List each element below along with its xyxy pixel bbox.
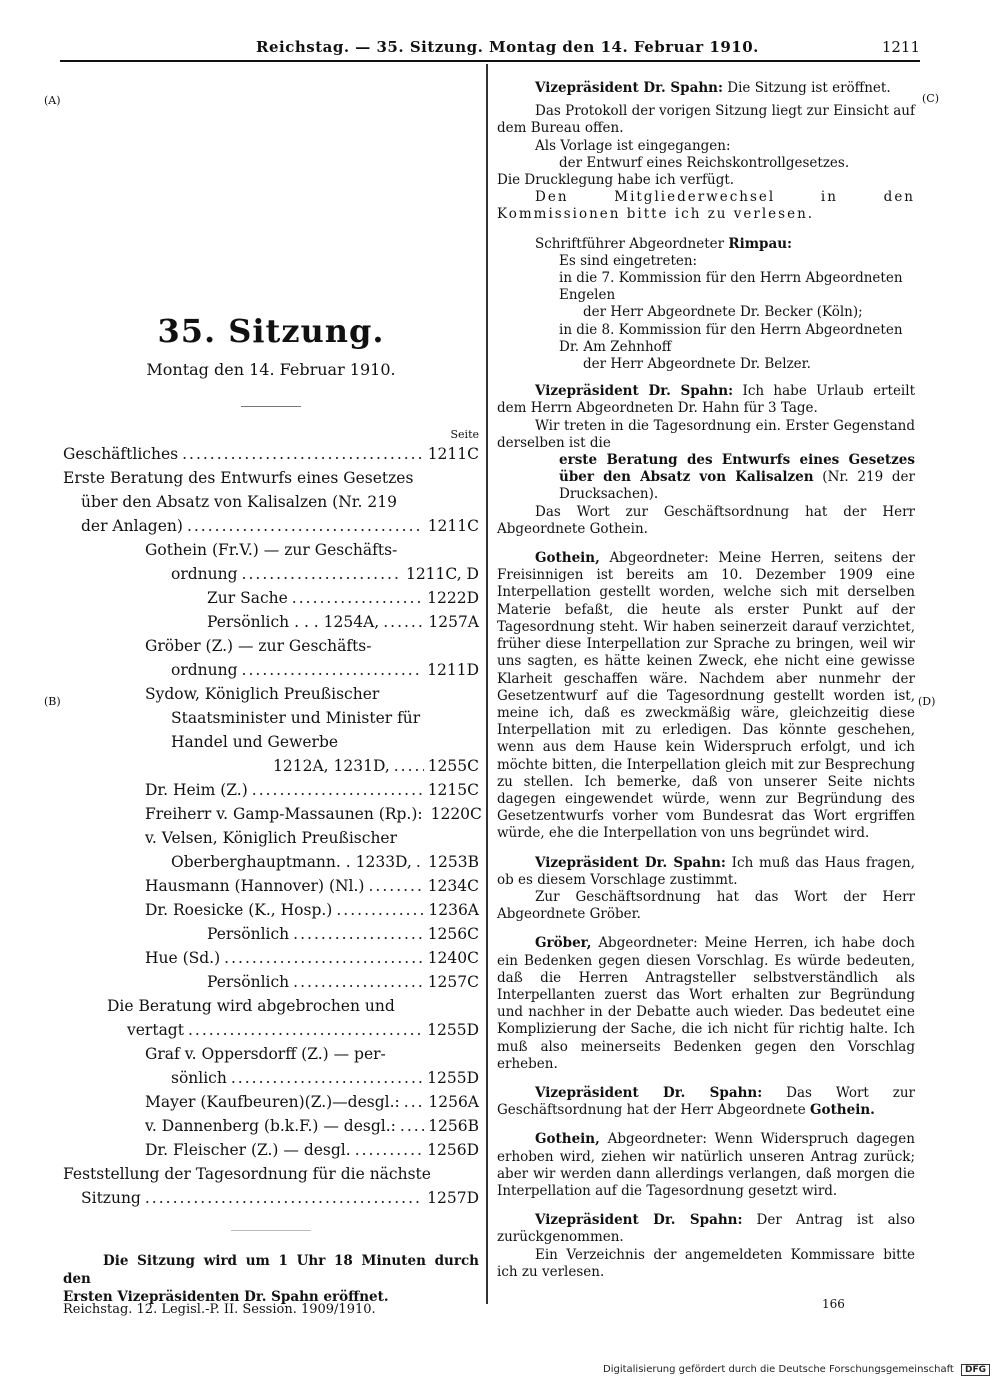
speaker: Vizepräsident Dr. Spahn: [535,80,723,96]
toc-entry-text: der Anlagen) [81,517,183,535]
opening-line-2: Ersten Vizepräsidenten Dr. Spahn eröffnet. [63,1289,389,1305]
toc-entry-text: Persönlich [207,925,290,943]
toc-row [63,874,479,898]
toc-row [63,562,479,586]
toc-row [63,466,479,490]
toc-leader-dots [336,898,424,922]
toc-row [63,898,479,922]
toc-leader-dots [187,514,424,538]
toc-entry-text: über den Absatz von Kalisalzen (Nr. 219 [81,493,397,511]
paragraph [497,189,915,223]
toc-leader-dots [145,1186,423,1210]
paragraph [497,80,915,97]
toc-leader-dots [242,658,424,682]
speech-text: Ich habe Urlaub erteilt dem Herrn Abgeordneten Dr. Hahn für 3 Tage. [497,383,915,417]
paragraph: Ein Verzeichnis der angemeldeten Kommissare bitte ich zu verlesen. [497,1246,915,1280]
paragraph [497,1085,915,1119]
toc-page-ref: 1211C [427,517,479,535]
toc-row [63,826,479,850]
toc-page-ref: 1234C [427,877,479,895]
session-date: Montag den 14. Februar 1910. [146,360,396,379]
toc-row [63,634,479,658]
toc-row [63,490,479,514]
speaker: Gothein, [535,550,600,567]
speech-text: Der Antrag ist also zurückgenommen. [497,1212,916,1246]
toc-leader-dots [404,1090,425,1114]
title-rule [241,406,301,407]
paragraph [497,935,915,1073]
member-changes [497,253,915,373]
toc-page-ref: 1222D [427,589,479,607]
toc-row [63,946,479,970]
opening-note [63,1252,479,1306]
opening-line-1: Die Sitzung wird um 1 Uhr 18 Minuten durch den [63,1253,479,1287]
toc-entry-text: Oberberghauptmann. . 1233D, [171,853,412,871]
toc-page-ref: 1257D [427,1189,479,1207]
running-header [60,38,920,62]
toc-leader-dots [394,754,424,778]
margin-marker-b: (B) [44,695,61,708]
speech-text: (Nr. 219 der Drucksachen). [559,469,915,503]
toc-entry-text: v. Velsen, Königlich Preußischer [145,829,398,847]
paragraph [497,1212,915,1246]
margin-marker-d: (D) [918,695,936,708]
toc-entry-text: Persönlich . . . 1254A, [207,613,380,631]
list-item: in die 7. Kommission für den Herrn Abgeordneten Engelen [559,270,903,304]
toc-page-ref: 1257C [427,973,479,991]
toc-leader-dots [400,1114,424,1138]
toc-entry-text: Sydow, Königlich Preußischer [145,685,380,703]
toc-page-ref: 1220C [430,805,482,823]
list-item: in die 8. Kommission für den Herrn Abgeordneten Dr. Am Zehnhoff [559,321,903,355]
speech-text: Den Mitgliederwechsel in den Kommissionen bitte ich zu verlesen. [497,189,915,223]
paragraph [497,1131,915,1200]
paragraph: Das Wort zur Geschäftsordnung hat der Herr Abgeordnete Gothein. [497,503,915,537]
paragraph: der Entwurf eines Reichskontrollgesetzes. [559,154,850,171]
toc-page-ref: 1256A [428,1093,479,1111]
toc-entry-text: Feststellung der Tagesordnung für die nächste [63,1165,431,1183]
paragraph [497,855,915,889]
paragraph [497,550,915,842]
toc-entry-text: 1212A, 1231D, [273,757,390,775]
speaker-name: Gothein. [810,1102,875,1119]
list-item: Es sind eingetreten: [559,252,698,269]
toc-entry-text: Gothein (Fr.V.) — zur Geschäfts- [145,541,398,559]
toc-entry-text: Erste Beratung des Entwurfs eines Gesetzes [63,469,414,487]
toc-row [63,994,479,1018]
toc-entry-text: Dr. Fleischer (Z.) — desgl. [145,1141,351,1159]
speech-text: Abgeordneter: Meine Herren, seitens der Freisinnigen ist bereits am 10. Dezember 1909 eine Interpellation gestellt worden, welche sich mit derselben Materie befaßt, die heute als erster Punkt auf der Tagesordnung steht. Wir haben seinerzeit darauf verzichtet, früher diese Interpellation zur Sprache zu bringen, weil wir uns sagten, es hätte keinen Zweck, ehe nicht eine gewisse Klarheit geschaffen wäre. Nachdem aber nunmehr der Gesetzentwurf auf die Tagesordnung gestellt worden ist, meine ich, daß es zweckmäßig wäre, gleichzeitig diese Interpellation mit zu erledigen. Das könnte geschehen, wenn aus dem Hause kein Widerspruch erfolgt, und ich möchte bitten, die Interpellation gleich mit zur Besprechung zu stellen. Ich bemerke, daß von unserer Seite nichts dagegen eingewendet würde, wenn zur Begründung des Gesetzentwurfs vorher vom Bundesrat das Wort ergriffen würde, ehe die Interpellation von uns begründet wird. [497,550,915,842]
toc-row [63,682,479,706]
header-title: Reichstag. — 35. Sitzung. Montag den 14. Februar 1910. [256,38,759,56]
toc-leader-dots [355,1138,423,1162]
toc-page-ref: 1255D [427,1069,479,1087]
speaker: Gothein, [535,1131,600,1148]
speech-text: Ich muß das Haus fragen, ob es diesem Vorschlage zustimmt. [497,854,915,888]
toc-page-ref: 1240C [427,949,479,967]
toc-entry-text: Dr. Heim (Z.) [145,781,248,799]
toc-leader-dots [231,1066,423,1090]
toc-entry-text: Hausmann (Hannover) (Nl.) [145,877,365,895]
list-item: der Herr Abgeordnete Dr. Becker (Köln); [583,304,863,321]
toc-page-ref: 1256C [427,925,479,943]
toc-row [63,970,479,994]
toc-row [63,1186,479,1210]
toc-row [63,1090,479,1114]
margin-marker-a: (A) [44,94,61,107]
speaker: Vizepräsident Dr. Spahn: [535,1212,743,1229]
toc-leader-dots [252,778,424,802]
toc-page-ref: 1211C, D [405,565,479,583]
header-page-number: 1211 [881,38,920,56]
toc-row [63,1114,479,1138]
speech-text: Das Wort zur Geschäftsordnung hat der Herr Abgeordnete [497,1084,915,1119]
toc-entry-text: vertagt [127,1021,184,1039]
right-column [497,80,915,1287]
toc-leader-dots [188,1018,423,1042]
speaker: Gröber, [535,935,592,952]
toc-leader-dots [224,946,424,970]
left-footer: Reichstag. 12. Legisl.-P. II. Session. 1909/1910. [63,1302,376,1317]
section-rule [231,1230,311,1231]
toc-row [63,1018,479,1042]
toc-entry-text: v. Dannenberg (b.k.F.) — desgl.: [145,1117,396,1135]
toc-entry-text: Dr. Roesicke (K., Hosp.) [145,901,333,919]
toc-entry-text: sönlich [171,1069,227,1087]
speaker: Vizepräsident Dr. Spahn: [535,383,734,400]
list-item: der Herr Abgeordnete Dr. Belzer. [583,356,811,373]
speaker: Rimpau: [728,235,792,252]
toc-leader-dots [292,586,423,610]
toc-row [63,538,479,562]
seite-label: Seite [450,428,479,441]
toc-leader-dots [293,970,424,994]
toc-entry-text: ordnung [171,565,238,583]
toc-row [63,706,479,730]
toc-leader-dots [416,850,424,874]
toc-entry-text: Die Beratung wird abgebrochen und [107,997,395,1015]
toc-row [63,1162,479,1186]
margin-marker-c: (C) [922,92,939,105]
toc-page-ref: 1211D [427,661,479,679]
speaker-prefix: Schriftführer Abgeordneter [535,235,725,252]
speaker: Vizepräsident Dr. Spahn: [535,1084,763,1101]
paragraph: Die Drucklegung habe ich verfügt. [497,172,735,189]
toc-page-ref: 1256D [427,1141,479,1159]
toc-row [63,850,479,874]
toc-page-ref: 1257A [428,613,479,631]
toc-leader-dots [293,922,424,946]
column-divider [486,64,488,1304]
page-footer-number: 166 [822,1297,845,1311]
speech-text: Abgeordneter: Meine Herren, ich habe doch ein Bedenken gegen diesen Vorschlag. Es würde bedeuten, daß die Herren Antragsteller selbstverständlich als Interpellanten zuerst das Wort erhalten zur Begründung und nachher in der Debatte auch wieder. Das bedeutet eine Komplizierung der Sache, die ich nicht für richtig halte. Ich muß also meinerseits Bedenken gegen den Vorschlag erheben. [497,935,916,1072]
toc-row [63,1042,479,1066]
toc-row [63,922,479,946]
toc-leader-dots [182,442,424,466]
toc-row [63,610,479,634]
toc-page-ref: 1253B [428,853,479,871]
speech-text: Abgeordneter: Wenn Widerspruch dagegen erhoben wird, ziehen wir natürlich unseren Antrag zurück; aber wir werden dann allerdings verlangen, daß morgen die Interpellation auf die Tagesordnung gesetzt wird. [497,1131,915,1199]
speaker: Vizepräsident Dr. Spahn: [535,854,726,871]
toc-row [63,586,479,610]
digitization-credit [603,1364,990,1376]
toc-row [63,754,479,778]
toc-leader-dots [368,874,423,898]
paragraph: Zur Geschäftsordnung hat das Wort der Herr Abgeordnete Gröber. [497,888,915,923]
toc-entry-text: Geschäftliches [63,445,179,463]
toc-entry-text: Sitzung [81,1189,141,1207]
toc-entry-text: Mayer (Kaufbeuren)(Z.)—desgl.: [145,1093,400,1111]
toc-page-ref: 1255C [427,757,479,775]
paragraph [497,452,915,504]
toc-page-ref: 1211C [427,445,479,463]
toc-row [63,442,479,466]
toc-page-ref: 1215C [427,781,479,799]
paragraph [497,236,915,253]
credit-text: Digitalisierung gefördert durch die Deutsche Forschungsgemeinschaft [603,1364,954,1375]
toc-row [63,730,479,754]
table-of-contents [63,442,482,1210]
toc-entry-text: Hue (Sd.) [145,949,221,967]
toc-leader-dots [242,562,402,586]
toc-row [63,778,479,802]
toc-row [63,1138,479,1162]
toc-row [63,1066,479,1090]
toc-entry-text: Handel und Gewerbe [171,733,339,751]
dfg-logo: DFG [961,1364,990,1376]
toc-row [63,514,479,538]
paragraph [497,383,915,417]
toc-page-ref: 1236A [428,901,479,919]
toc-entry-text: Gröber (Z.) — zur Geschäfts- [145,637,372,655]
toc-row [63,802,482,826]
toc-entry-text: Graf v. Oppersdorff (Z.) — per- [145,1045,386,1063]
toc-entry-text: Zur Sache [207,589,288,607]
toc-entry-text: Persönlich [207,973,290,991]
toc-entry-text: ordnung [171,661,238,679]
paragraph: Wir treten in die Tagesordnung ein. Erster Gegenstand derselben ist die [497,417,915,451]
paragraph: Als Vorlage ist eingegangen: [535,137,731,154]
toc-row [63,658,479,682]
toc-entry-text: Freiherr v. Gamp-Massaunen (Rp.): [145,805,423,823]
session-title: 35. Sitzung. [157,312,385,350]
toc-leader-dots [383,610,424,634]
toc-entry-text: Staatsminister und Minister für [171,709,421,727]
speech-text: Die Sitzung ist eröffnet. [727,80,891,96]
toc-page-ref: 1255D [427,1021,479,1039]
toc-page-ref: 1256B [428,1117,479,1135]
agenda-item: erste Beratung des Entwurfs eines Gesetzes über den Absatz von Kalisalzen [559,452,915,486]
paragraph: Das Protokoll der vorigen Sitzung liegt zur Einsicht auf dem Bureau offen. [497,103,915,137]
